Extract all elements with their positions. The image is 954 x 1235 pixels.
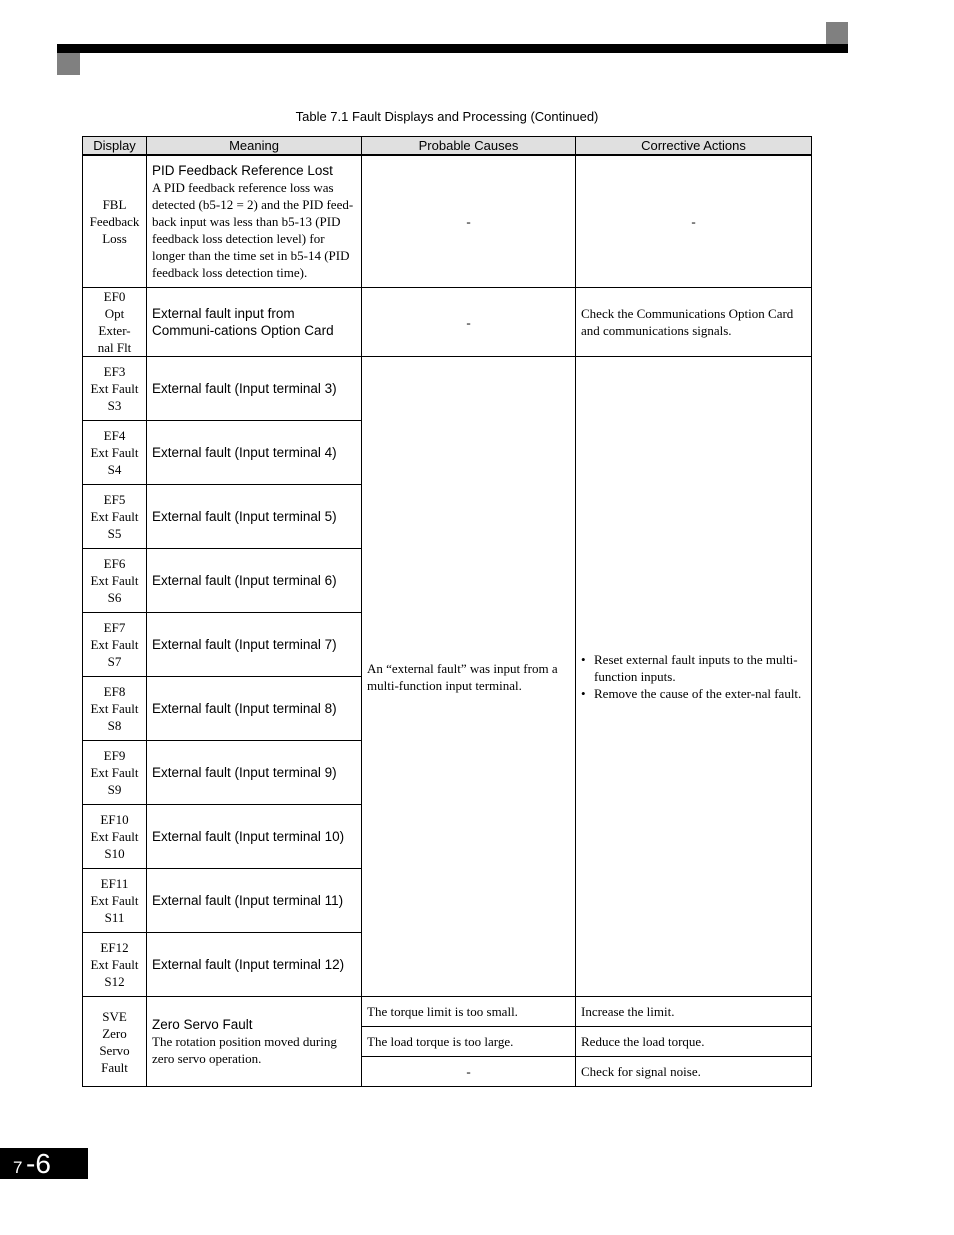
actions-cell: Check for signal noise. [576,1057,812,1087]
ext-fault-causes-cell: An “external fault” was input from a multi-function input terminal. [362,357,576,997]
display-terminal: S3 [107,398,122,413]
column-header-actions: Corrective Actions [576,137,812,156]
display-name: Ext Fault [90,893,139,908]
meaning-cell [147,741,362,805]
display-name: Feedback [89,214,140,229]
meaning-cell [147,997,362,1087]
actions-cell: Reduce the load torque. [576,1027,812,1057]
display-code: EF5 [103,492,126,507]
display-name: Loss [102,231,127,246]
meaning-body: A PID feedback reference loss was detected (b5-12 = 2) and the PID feed-back input was less than b5-13 (PID feedback loss detection level) for longer than the time set in b5-14 (PID feedback loss detection time). [152,180,354,280]
meaning-text: External fault (Input terminal 3) [152,381,337,396]
display-cell [83,741,147,805]
actions-list [581,651,806,702]
meaning-text: External fault (Input terminal 5) [152,509,337,524]
actions-cell: Increase the limit. [576,997,812,1027]
causes-cell: The load torque is too large. [362,1027,576,1057]
page-number-tab [0,1148,88,1179]
actions-cell: - [576,155,812,288]
display-cell [83,677,147,741]
display-name: nal Flt [97,340,132,355]
list-item: • Remove the cause of the exter-nal fault. [594,685,806,702]
table-row-ef0 [83,288,812,357]
table-row [83,357,812,421]
header-square-left [57,53,80,75]
display-name: Ext Fault [90,445,139,460]
column-header-causes: Probable Causes [362,137,576,156]
meaning-cell [147,933,362,997]
display-name: Ext Fault [90,381,139,396]
meaning-cell [147,421,362,485]
display-name: Zero Servo [99,1025,130,1058]
display-terminal: S10 [104,846,125,861]
meaning-text: External fault (Input terminal 10) [152,829,345,844]
list-item: • Reset external fault inputs to the multi-function inputs. [594,651,806,685]
display-code: EF6 [103,556,126,571]
meaning-text: External fault (Input terminal 8) [152,701,337,716]
display-terminal: S6 [107,590,122,605]
meaning-body: The rotation position moved during zero servo operation. [152,1034,337,1066]
table-row-sve [83,997,812,1027]
column-header-meaning: Meaning [147,137,362,156]
display-code: EF4 [103,428,126,443]
meaning-cell [147,549,362,613]
causes-cell: - [362,288,576,357]
display-cell [83,155,147,288]
meaning-cell [147,288,362,357]
actions-cell: Check the Communications Option Card and communications signals. [576,288,812,357]
chapter-number: 7 [13,1158,23,1177]
display-code: SVE [102,1008,127,1024]
display-code: EF7 [103,620,126,635]
display-code: EF11 [100,876,129,891]
display-name: Ext Fault [90,765,139,780]
display-terminal: S9 [107,782,122,797]
display-code: EF8 [103,684,126,699]
display-terminal: S11 [104,910,125,925]
meaning-text: External fault (Input terminal 6) [152,573,337,588]
meaning-text: External fault (Input terminal 9) [152,765,337,780]
display-name: Ext Fault [90,637,139,652]
meaning-cell [147,357,362,421]
causes-cell: - [362,155,576,288]
meaning-cell [147,155,362,288]
display-cell [83,613,147,677]
display-cell [83,288,147,357]
display-code: EF0 [103,289,126,304]
display-terminal: S5 [107,526,122,541]
meaning-cell [147,485,362,549]
display-code: EF9 [103,748,126,763]
display-name: Ext Fault [90,509,139,524]
meaning-cell [147,869,362,933]
display-terminal: S12 [104,974,125,989]
table-row-fbl [83,155,812,288]
display-cell [83,357,147,421]
meaning-title: Zero Servo Fault [152,1017,253,1032]
meaning-cell [147,677,362,741]
display-cell [83,933,147,997]
meaning-cell [147,613,362,677]
display-terminal: S7 [107,654,122,669]
display-name: Fault [101,1059,128,1075]
display-code: EF12 [100,940,129,955]
display-name: Opt Exter- [98,306,131,338]
meaning-text: External fault (Input terminal 11) [152,893,344,908]
meaning-text: External fault input from Communi-cations Option Card [152,306,334,338]
meaning-text: External fault (Input terminal 4) [152,445,337,460]
display-name: Ext Fault [90,957,139,972]
display-code: FBL [102,197,127,212]
display-cell [83,421,147,485]
display-code: EF3 [103,364,126,379]
table-header-row [83,137,812,156]
display-name: Ext Fault [90,829,139,844]
header-square-right [826,22,848,44]
display-terminal: S8 [107,718,122,733]
display-cell [83,485,147,549]
display-cell [83,805,147,869]
header-rule [57,44,848,53]
causes-cell: The torque limit is too small. [362,997,576,1027]
column-header-display: Display [83,137,147,156]
display-cell [83,869,147,933]
meaning-text: External fault (Input terminal 7) [152,637,337,652]
meaning-title: PID Feedback Reference Lost [152,163,333,178]
meaning-cell [147,805,362,869]
display-cell [83,997,147,1087]
page-number: -6 [26,1148,51,1179]
ext-fault-actions-cell [576,357,812,997]
meaning-text: External fault (Input terminal 12) [152,957,345,972]
display-name: Ext Fault [90,573,139,588]
causes-cell: - [362,1057,576,1087]
display-terminal: S4 [107,462,122,477]
display-code: EF10 [100,812,129,827]
table-title: Table 7.1 Fault Displays and Processing (Continued) [295,109,599,124]
display-name: Ext Fault [90,701,139,716]
display-cell [83,549,147,613]
fault-table [82,136,812,1087]
